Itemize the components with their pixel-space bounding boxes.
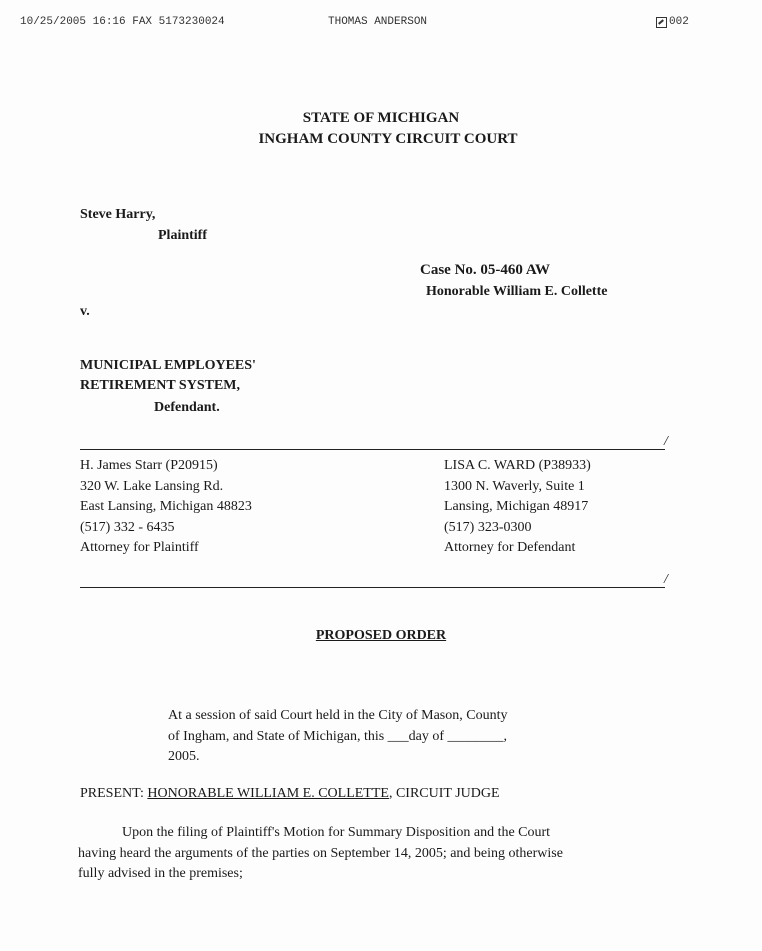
defendant-attorney-phone: (517) 323-0300 <box>444 519 532 535</box>
defendant-attorney-street: 1300 N. Waverly, Suite 1 <box>444 478 585 494</box>
attorney-plaintiff-block <box>80 456 252 559</box>
defendant-name-line1: MUNICIPAL EMPLOYEES' <box>80 358 256 373</box>
recital-paragraph <box>78 823 678 885</box>
defendant-role: Defendant. <box>154 400 220 415</box>
attorney-defendant-block <box>444 456 591 559</box>
defendant-attorney-name: LISA C. WARD (P38933) <box>444 458 591 473</box>
fax-sender: THOMAS ANDERSON <box>328 16 428 28</box>
present-label: PRESENT: <box>80 786 144 801</box>
plaintiff-name: Steve Harry, <box>80 207 156 222</box>
divider-top-mark: / <box>664 434 668 449</box>
fax-page-icon <box>656 17 667 28</box>
versus-label: v. <box>80 304 90 319</box>
present-suffix: , CIRCUIT JUDGE <box>388 786 500 801</box>
case-block <box>420 260 607 302</box>
present-judge: HONORABLE WILLIAM E. COLLETTE <box>147 786 389 801</box>
plaintiff-role: Plaintiff <box>158 228 207 243</box>
fax-page-number: 002 <box>669 16 689 28</box>
session-paragraph <box>168 706 608 768</box>
fax-header <box>0 16 762 32</box>
divider-bottom <box>80 587 665 588</box>
plaintiff-attorney-name: H. James Starr (P20915) <box>80 458 218 473</box>
defendant-attorney-role: Attorney for Defendant <box>444 540 576 555</box>
recital-line-1: Upon the filing of Plaintiff's Motion for Summary Disposition and the Court <box>122 825 551 840</box>
plaintiff-attorney-city: East Lansing, Michigan 48823 <box>80 499 252 514</box>
recital-line-2: having heard the arguments of the parties on September 14, 2005; and being otherwise <box>78 845 563 861</box>
plaintiff-attorney-street: 320 W. Lake Lansing Rd. <box>80 478 224 494</box>
case-judge: Honorable William E. Collette <box>426 284 608 299</box>
court-name: INGHAM COUNTY CIRCUIT COURT <box>258 131 518 147</box>
defendant-block <box>80 356 256 418</box>
state-name: STATE OF MICHIGAN <box>302 110 460 126</box>
plaintiff-block <box>80 205 207 246</box>
fax-page-indicator <box>656 16 689 28</box>
session-line-3: 2005. <box>168 749 200 764</box>
order-title: PROPOSED ORDER <box>315 628 447 643</box>
plaintiff-attorney-phone: (517) 332 - 6435 <box>80 519 175 535</box>
plaintiff-attorney-role: Attorney for Plaintiff <box>80 540 199 555</box>
divider-bottom-mark: / <box>664 572 668 587</box>
fax-stamp: 10/25/2005 16:16 FAX 5173230024 <box>20 16 225 28</box>
present-line <box>80 784 500 804</box>
recital-line-3: fully advised in the premises; <box>78 866 243 881</box>
defendant-name-line2: RETIREMENT SYSTEM, <box>80 378 241 393</box>
defendant-attorney-city: Lansing, Michigan 48917 <box>444 499 589 514</box>
court-caption <box>0 108 762 150</box>
session-line-2: of Ingham, and State of Michigan, this ___day of ________, <box>168 728 508 744</box>
case-number: Case No. 05-460 AW <box>420 262 550 278</box>
session-line-1: At a session of said Court held in the City of Mason, County <box>168 708 508 723</box>
divider-top <box>80 449 665 450</box>
